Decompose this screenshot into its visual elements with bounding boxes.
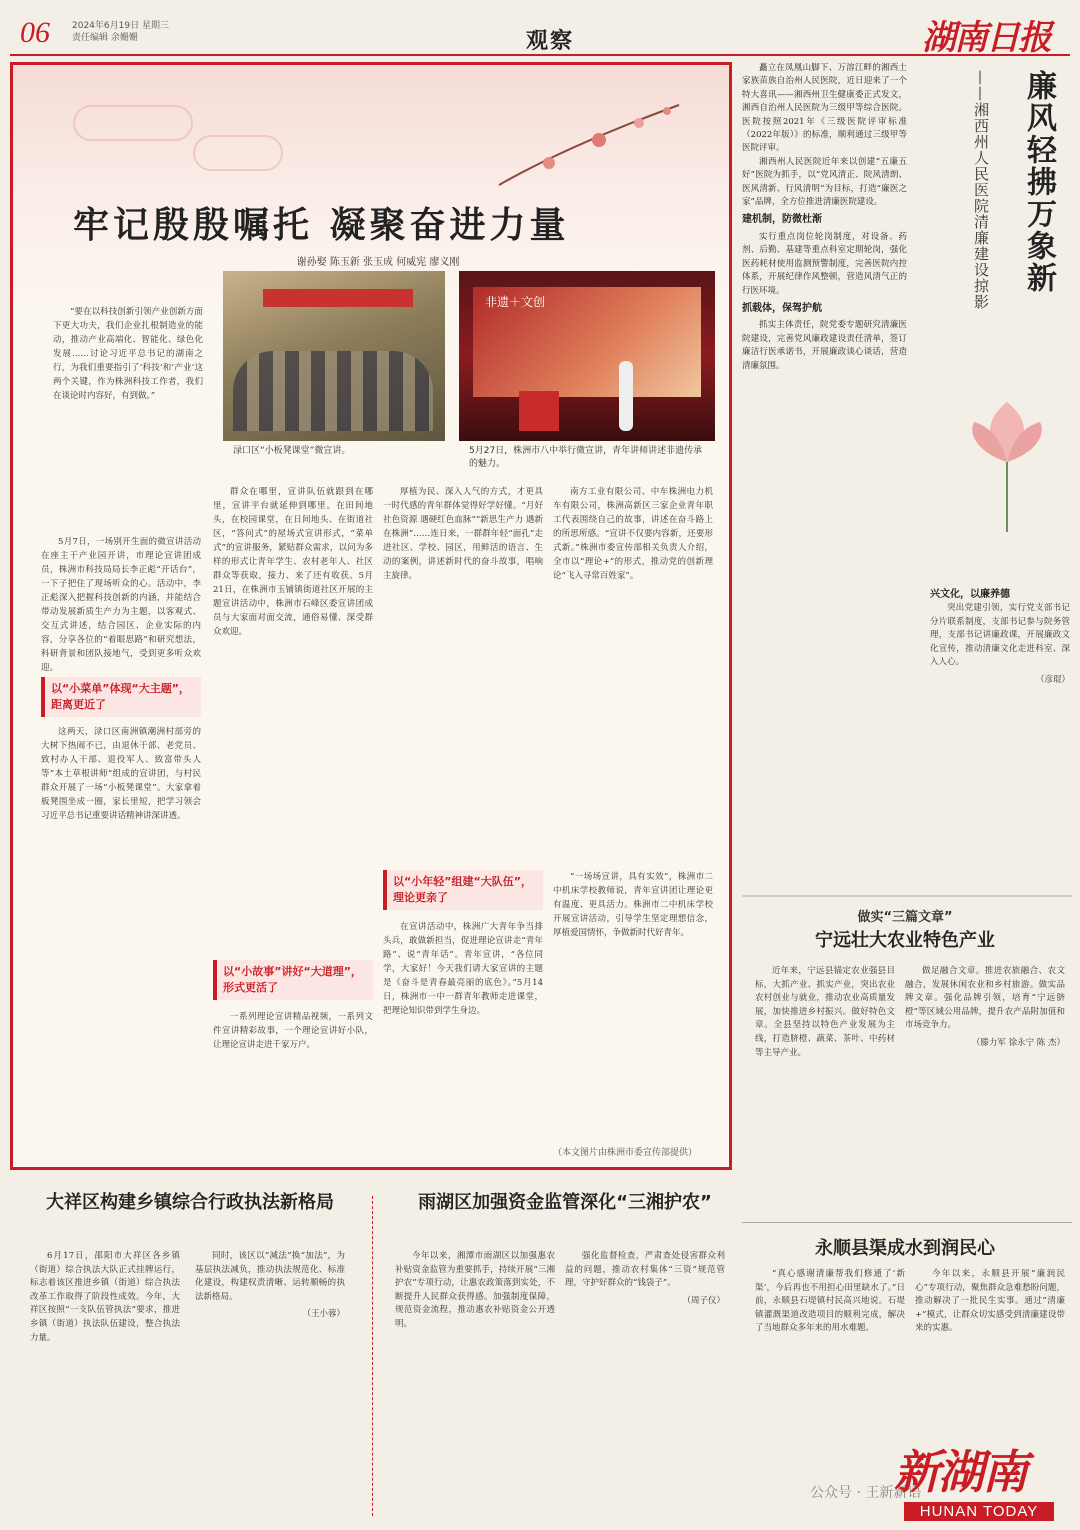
feature-column-4b	[553, 870, 713, 1150]
divider	[742, 895, 1072, 897]
paragraph: 厚植为民、深入人气的方式，才更具一时代感的青年群体觉得好学好懂。“月好社色资源 遇硬红色血脉”“新思生产力 遇新在株洲”……连日来，一群群年轻“面孔”走进社区、学校、园区，用鲜活的语言、生动的案例，讲述新时代的奋斗故事，唱响主旋律。	[383, 487, 543, 581]
article-column	[30, 1250, 180, 1510]
paragraph: “一场场宣讲，具有实效”，株洲市二中机床学校教师说，青年宣讲团让理论更有温度、更具活力。株洲市二中机床学校开展宣讲活动，引导学生坚定理想信念，厚植爱国情怀，争做新时代好青年。	[553, 872, 713, 938]
feature-column-2	[213, 485, 373, 865]
divider	[742, 1222, 1072, 1223]
article-column	[565, 1250, 725, 1510]
article-column	[755, 965, 895, 1225]
paragraph: 湘西州人民医院近年来以创建“五廉五好”医院为抓手，以“党风清正、院风清朗、医风清新、行风清明”为目标，打造“廉医之家”品牌，全方位推进清廉医院建设。	[742, 156, 907, 208]
right-feature-text	[742, 62, 907, 532]
screen-text: 非遗＋文创	[485, 295, 546, 309]
red-banner	[263, 289, 413, 307]
subheading: 抓载体，保驾护航	[742, 302, 822, 314]
subhead-2: 以“小故事”讲好“大道理”，形式更活了	[213, 960, 373, 1000]
subheading: 兴文化，以廉养德	[930, 589, 1010, 600]
paragraph: 同时，该区以“减法”换“加法”，为基层执法减负，推动执法规范化、标准化建设，构建权责清晰、运转顺畅的执法新格局。	[195, 1251, 345, 1302]
feature-authors: 谢孙娶 陈玉新 张玉成 何威宪 廖义刚	[296, 257, 460, 268]
feature-column-3	[383, 485, 543, 865]
paragraph: 6月17日，邵阳市大祥区各乡镇（街道）综合执法大队正式挂牌运行，标志着该区推进乡镇（街道）综合执法改革工作取得了阶段性成效。今年，大祥区按照“一支队伍管执法”要求，推进乡镇（街道）执法队伍建设，整合执法力量。	[30, 1251, 180, 1343]
signature: （王小蓉）	[302, 1309, 345, 1320]
signature: （周子仪）	[682, 1295, 725, 1306]
paragraph: 5月7日，一场别开生面的微宣讲活动在座主干产业园开讲，市理论宣讲团成员，株洲市科技局局长李正彪“开话台”，一下子把住了现场听众的心。活动中，李正彪深入把握科技创新的内涵，并能结合带动发展新质生产力为主题，以客观式、交互式讲述，结合园区、企业实际的内容，分享各位的“着眼思路”和研究想法，科研背景和团队接地气，受到更多听众欢迎。	[41, 537, 201, 673]
subhead-3: 以“小年轻”组建“大队伍”，理论更亲了	[383, 870, 543, 910]
paragraph: 在宣讲活动中，株洲广大青年争当排头兵，敢做新担当，促进理论宣讲走“青年路”、说“青年话”。青年宣讲，“各位同学，大家好！今天我们请大家宣讲的主题是《奋斗是青春最亮丽的底色》。”5月14日，株洲市一中一群青年教师走进课堂，把理论知识带到学生身边。	[383, 922, 543, 1016]
right-feature	[742, 62, 1072, 542]
feature-panel	[10, 62, 732, 1170]
photo-rural-lecture	[223, 271, 445, 441]
page-number: 06	[20, 16, 50, 49]
paragraph: “要在以科技创新引领产业创新方面下更大功夫，我们企业扎根制造业的能动，推动产业高端化、智能化、绿色化发展……讨论习近平总书记的湖南之行，为我们重要指引了‘科技’和‘产业’这两个关键，作为株洲科技工作者，我们在谈论时内容好，有到做。”	[53, 307, 203, 401]
photo-caption-2: 5月27日，株洲市八中举行微宣讲，青年讲师讲述非遗传承的魅力。	[469, 446, 703, 469]
lotus-icon	[952, 382, 1062, 532]
feature-column-1-cont	[41, 535, 201, 675]
paragraph: 矗立在凤凰山脚下、万溶江畔的湘西土家族苗族自治州人民医院，近日迎来了一个特大喜讯——湘西州卫生健康委正式发文，湘西自治州人民医院为三级甲等综合医院。医院按照2021年《三级医院评审标准（2022年版）》的标准，顺利通过三级甲等医院评审。	[742, 63, 907, 154]
section-title: 观察	[525, 29, 574, 54]
article-column	[905, 965, 1065, 1225]
paragraph: 今年以来，永顺县开展“廉润民心”专项行动，聚焦群众急难愁盼问题，推动解决了一批民生实事。通过“清廉+”模式，让群众切实感受到清廉建设带来的实惠。	[915, 1269, 1065, 1334]
paragraph: 抓实主体责任，院党委专题研究清廉医院建设，完善党风廉政建设责任清单，签订廉洁行医承诺书，开展廉政谈心谈话，营造清廉氛围。	[742, 320, 907, 371]
article-column	[395, 1250, 555, 1510]
watermark-logo: 新湖南	[894, 1445, 1026, 1499]
podium	[519, 391, 559, 431]
speaker-figure	[619, 361, 633, 431]
paragraph: 今年以来，湘潭市雨湖区以加强惠农补贴资金监管为重要抓手，持续开展“三湘护农”专项行动，让惠农政策落到实处，不断提升人民群众获得感。加强制度保障，规范资金流程，推动惠农补贴资金公开透明。	[395, 1251, 555, 1329]
feature-column-3b	[383, 920, 543, 1150]
paragraph: 一系列理论宣讲精品视频，一系列文件宣讲精彩故事，一个理论宣讲好小队，让理论宣讲走进千家万户。	[213, 1012, 373, 1050]
photo-caption-1: 渌口区“小板凳课堂”微宣讲。	[233, 446, 351, 456]
cloud-ornament	[73, 105, 193, 141]
plum-branch-icon	[489, 85, 689, 205]
feature-title: 牢记殷殷嘱托 凝聚奋进力量	[73, 205, 570, 246]
paragraph: “真心感谢清廉帮我们修通了‘新渠’，今后再也不用担心田里缺水了。”日前，永顺县石堤镇村民高兴地说。石堤镇灌溉渠道改造项目的顺利完成，解决了当地群众多年来的用水难题。	[755, 1269, 905, 1334]
vertical-title: 廉风轻拂万象新	[1021, 70, 1056, 294]
article-title: 雨湖区加强资金监管深化“三湘护农”	[418, 1192, 712, 1213]
subheading: 建机制，防微杜渐	[742, 214, 822, 226]
signature: （彦琨）	[1035, 674, 1070, 685]
article-title: 宁远壮大农业特色产业	[815, 930, 995, 951]
column-divider	[372, 1196, 373, 1516]
paragraph: 这两天，渌口区南洲镇潮洲村部旁的大树下热闹不已，由退休干部、老党员、致村办人干部、退役军人、致富带头人等“本土草根讲师”组成的宣讲团，与村民群众开展了一场“小板凳课堂”。大家拿着板凳围坐成一圈，家长里短，把学习领会习近平总书记重要讲话精神讲深讲透。	[41, 727, 201, 821]
article-kicker: 做实“三篇文章”	[857, 910, 953, 925]
signature: （滕力军 徐永宁 陈 杰）	[971, 1037, 1065, 1048]
cloud-ornament	[193, 135, 283, 171]
feature-column-1-end	[41, 725, 201, 1145]
paragraph: 南方工业有限公司、中车株洲电力机车有限公司，株洲高新区三家企业青年职工代表围绕自己的故事，讲述在奋斗路上的所思所感。“宣讲不仅要内容新，还要形式新。”株洲市委宣传部相关负责人介绍，全市以“理论+”的形式，推动党的创新理论“飞入寻常百姓家”。	[553, 487, 713, 581]
photo-stage-lecture	[459, 271, 715, 441]
hunan-today-watermark	[880, 1436, 1070, 1526]
right-feature-text-2	[930, 602, 1070, 892]
paragraph: 突出党建引领，实行党支部书记分片联系制度，支部书记参与院务管理，支部书记讲廉政课，开展廉政文化宣传，推动清廉文化走进科室、深入人心。	[930, 603, 1070, 668]
vertical-subtitle: ——湘西州人民医院清廉建设掠影	[972, 70, 990, 310]
wechat-watermark: 公众号 · 王新新语	[810, 1485, 922, 1501]
subhead-1: 以“小菜单”体现“大主题”，距离更近了	[41, 677, 201, 717]
article-title: 大祥区构建乡镇综合行政执法新格局	[46, 1192, 334, 1213]
paragraph: 强化监督检查，严肃查处侵害群众利益的问题，推动农村集体“三资”规范管理，守护好群众的“钱袋子”。	[565, 1251, 725, 1289]
photo-credit: （本文图片由株洲市委宣传部提供）	[553, 1148, 698, 1158]
paragraph: 近年来，宁远县锚定农业强县目标，大抓产业、抓实产业，突出农业农村创业与就业，推动农业高质量发展，加快推进乡村振兴。做好特色文章。全县坚持以特色产业发展为主线，打造脐橙、蔬菜、茶叶、中药材等主导产业。	[755, 966, 895, 1058]
masthead-logo: 湖南日报	[922, 18, 1050, 58]
paragraph: 群众在哪里，宣讲队伍就跟到在哪里，宣讲平台就延伸到哪里。在田间地头，在校园课堂，在日间地头、在街道社区，“答问式”的屋场式宣讲形式，“菜单式”的宣讲服务，紧贴群众需求，以问为多样的形式让青年学生、农村老年人、社区群众等获取，接力、来了还有收获。5月21日，在株洲市玉铺镇街道社区开展的主题宣讲活动中，株洲市石峰区委宣讲团成员与大家面对面交流，通俗易懂、深受群众欢迎。	[213, 487, 373, 637]
watermark-english: HUNAN TODAY	[904, 1502, 1054, 1521]
audience-figures	[233, 351, 433, 431]
editor-line: 责任编辑 余姗姗	[72, 33, 138, 43]
header-meta	[72, 20, 169, 44]
feature-column-2b	[213, 1010, 373, 1150]
paragraph: 做足融合文章。推进农旅融合、农文融合，发展休闲农业和乡村旅游。做实品牌文章。强化品牌引领，培育“宁远脐橙”等区域公用品牌，提升农产品附加值和市场竞争力。	[905, 966, 1065, 1031]
article-title: 永顺县渠成水到润民心	[815, 1238, 995, 1259]
feature-column-4	[553, 485, 713, 865]
date-line: 2024年6月19日 星期三	[72, 21, 169, 31]
paragraph: 实行重点岗位轮岗制度，对设备、药剂、后勤、基建等重点科室定期轮岗，强化医药耗材使用监测预警制度，完善医院内控体系，开展纪律作风整顿，营造风清气正的行医环境。	[742, 231, 907, 296]
feature-banner	[13, 65, 729, 305]
article-column	[195, 1250, 345, 1510]
page-header	[10, 8, 1070, 56]
